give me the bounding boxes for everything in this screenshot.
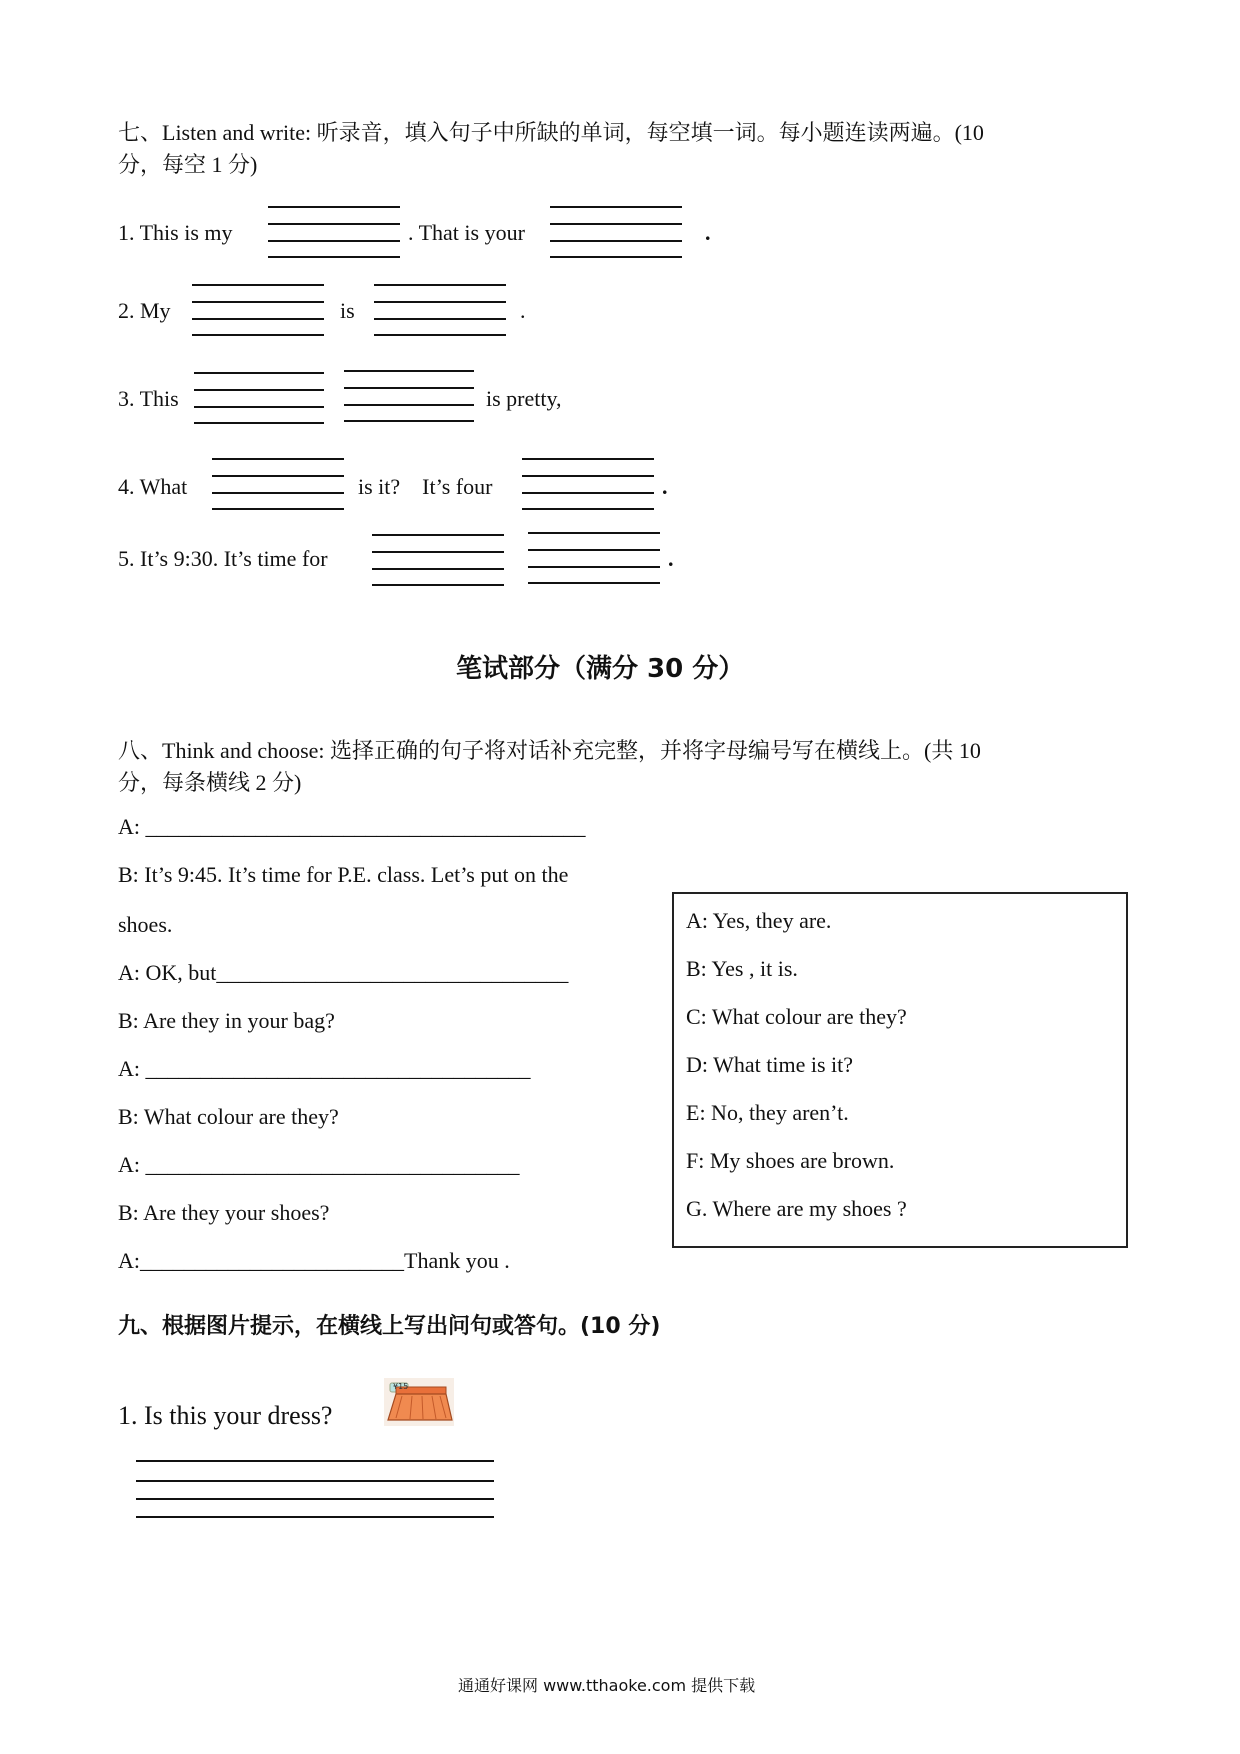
- item3-text-end: is pretty,: [486, 386, 562, 411]
- item4-blank-1[interactable]: [212, 458, 344, 510]
- item2-text-middle: is: [340, 298, 355, 323]
- dialogue-line: B: What colour are they?: [118, 1104, 339, 1129]
- item3-blank-1[interactable]: [194, 372, 324, 424]
- option-e: E: No, they aren’t.: [686, 1100, 849, 1125]
- option-g: G. Where are my shoes ?: [686, 1196, 907, 1221]
- section9-answer-blank-1[interactable]: [136, 1460, 494, 1520]
- item2-text-start: 2. My: [118, 298, 171, 323]
- item5-period: .: [668, 546, 674, 571]
- item1-text-middle: . That is your: [408, 220, 525, 245]
- dialogue-line: B: Are they in your bag?: [118, 1008, 335, 1033]
- item2-blank-2[interactable]: [374, 284, 506, 336]
- item4-text-middle: is it? It’s four: [358, 474, 493, 499]
- item5-text-start: 5. It’s 9:30. It’s time for: [118, 546, 328, 571]
- item4-blank-2[interactable]: [522, 458, 654, 510]
- item2-blank-1[interactable]: [192, 284, 324, 336]
- options-box: [672, 892, 1128, 1248]
- item1-text-start: 1. This is my: [118, 220, 233, 245]
- price-tag: ¥15: [393, 1382, 409, 1391]
- item5-blank-1[interactable]: [372, 534, 504, 586]
- page-footer: 通通好课网 www.tthaoke.com 提供下载: [458, 1676, 756, 1695]
- section8-title-line1: 八、Think and choose: 选择正确的句子将对话补充完整，并将字母编号写在横线上。(共 10: [118, 738, 981, 763]
- option-a: A: Yes, they are.: [686, 908, 832, 933]
- dialogue-line: A: __________________________________: [118, 1152, 520, 1177]
- dialogue-line: B: It’s 9:45. It’s time for P.E. class. Let’s put on the: [118, 862, 569, 887]
- item1-blank-2[interactable]: [550, 206, 682, 258]
- item4-text-start: 4. What: [118, 474, 188, 499]
- written-part-heading: 笔试部分（满分 30 分）: [456, 654, 745, 684]
- section8-title-line2: 分，每条横线 2 分): [118, 770, 302, 795]
- option-f: F: My shoes are brown.: [686, 1148, 895, 1173]
- section9-question-1: 1. Is this your dress?: [118, 1401, 333, 1430]
- dress-picture: [384, 1378, 454, 1426]
- dialogue-line: A:________________________Thank you .: [118, 1248, 510, 1273]
- option-c: C: What colour are they?: [686, 1004, 907, 1029]
- item4-period: .: [662, 474, 668, 499]
- item1-blank-1[interactable]: [268, 206, 400, 258]
- dialogue-line: A: ___________________________________: [118, 1056, 531, 1081]
- section7-title-line1: 七、Listen and write: 听录音，填入句子中所缺的单词，每空填一词。每小题连读两遍。(10: [118, 120, 984, 145]
- item5-blank-2[interactable]: [528, 532, 660, 584]
- dialogue-line: B: Are they your shoes?: [118, 1200, 330, 1225]
- dialogue-line: shoes.: [118, 912, 173, 937]
- section9-title: 九、根据图片提示，在横线上写出问句或答句。(10 分): [118, 1314, 661, 1339]
- item3-blank-2[interactable]: [344, 370, 474, 422]
- dialogue-line: A: OK, but________________________________: [118, 960, 569, 985]
- dialogue-line: A: ________________________________________: [118, 814, 586, 839]
- item2-period: .: [520, 298, 526, 323]
- option-b: B: Yes , it is.: [686, 956, 798, 981]
- section7-title-line2: 分，每空 1 分): [118, 152, 258, 177]
- item1-period: .: [705, 220, 711, 245]
- item3-text-start: 3. This: [118, 386, 179, 411]
- option-d: D: What time is it?: [686, 1052, 854, 1077]
